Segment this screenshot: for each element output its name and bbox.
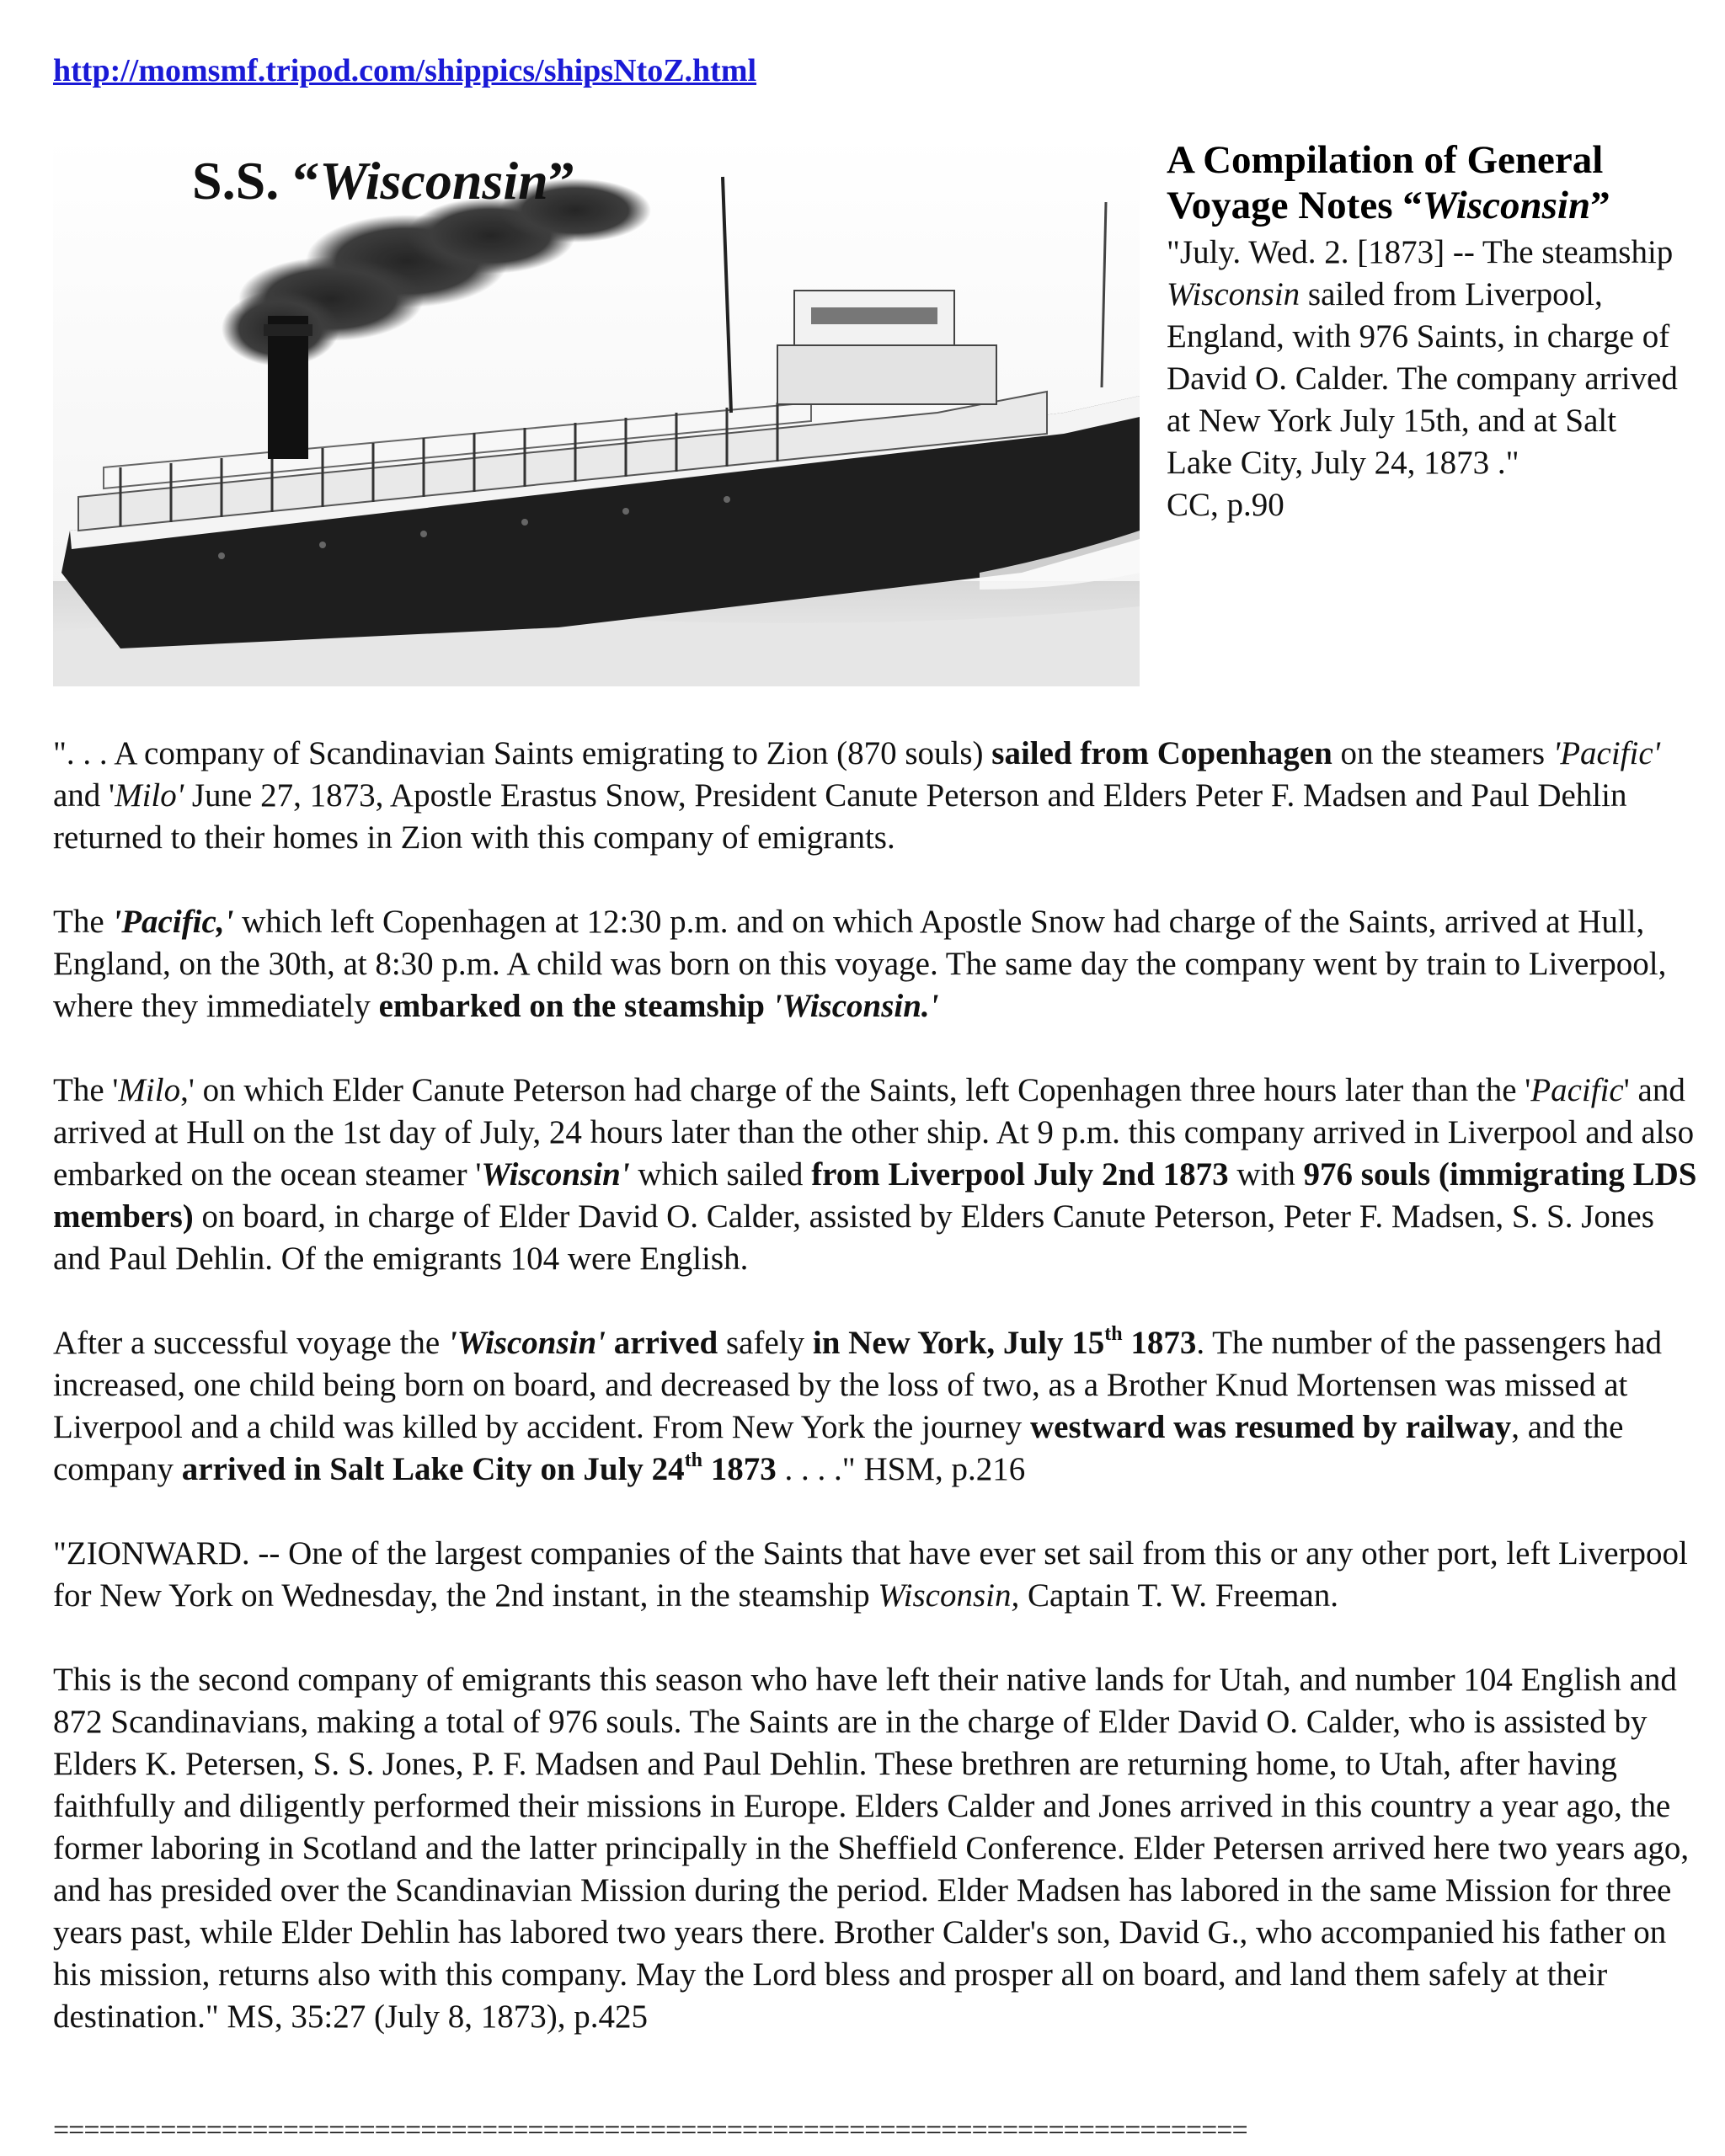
paragraph-zionward: "ZIONWARD. -- One of the largest companies of the Saints that have ever set sail from this or any other port, left Liverpool for New York on Wednesday, the 2nd instant, in the steamship Wisconsin, Captain T. W. Freeman. <box>53 1535 1688 1614</box>
paragraph-scandinavian-company: ". . . A company of Scandinavian Saints emigrating to Zion (870 souls) sailed from Copenhagen on the steamers 'Pacific' and 'Milo' June 27, 1873, Apostle Erastus Snow, President Canute Peterson and Elders Peter F. Madsen and Paul Dehlin returned to their homes in Zion with this company of emigrants. <box>53 735 1660 856</box>
paragraph-milo: The 'Milo,' on which Elder Canute Peterson had charge of the Saints, left Copenhagen three hours later than the 'Pacific' and arrived at Hull on the 1st day of July, 24 hours later than the other ship. At 9 p.m. this company arrived in Liverpool and also embarked on the ocean steamer 'Wisconsin' which sailed from Liverpool July 2nd 1873 with 976 souls (immigrating LDS members) on board, in charge of Elder David O. Calder, assisted by Elders Canute Peterson, Peter F. Madsen, S. S. Jones and Paul Dehlin. Of the emigrants 104 were English. <box>53 1072 1697 1277</box>
voyage-notes-sidebar <box>1167 137 1689 526</box>
paragraph-second-company: This is the second company of emigrants this season who have left their native lands for Utah, and number 104 English and 872 Scandinavians, making a total of 976 souls. The Saints are in the charge of Elder David O. Calder, who is assisted by Elders K. Petersen, S. S. Jones, P. F. Madsen and Paul Dehlin. These brethren are returning home, to Utah, after having faithfully and diligently performed their missions in Europe. Elders Calder and Jones arrived in this country a year ago, the former laboring in Scotland and the latter principally in the Sheffield Conference. Elder Petersen arrived here two years ago, and has presided over the Scandinavian Mission during the period. Elder Madsen has labored in the same Mission for three years past, while Elder Dehlin has labored two years there. Brother Calder's son, David G., who accompanied his father on his mission, returns also with this company. May the Lord bless and prosper all on board, and land them safely at their destination." MS, 35:27 (July 8, 1873), p.425 <box>53 1662 1690 2035</box>
source-url-link[interactable]: http://momsmf.tripod.com/shippics/shipsNtoZ.html <box>53 53 757 88</box>
photo-caption: S.S. “Wisconsin” <box>192 151 575 211</box>
sidebar-source: CC, p.90 <box>1167 487 1284 523</box>
sidebar-quote: "July. Wed. 2. [1873] -- The steamship Wisconsin sailed from Liverpool, England, with 976 Saints, in charge of David O. Calder. The company arrived at New York July 15th, and at Salt Lake City, July 24, 1873 ." CC, p.90 <box>1167 234 1678 523</box>
article-body <box>53 733 1704 2080</box>
paragraph-pacific: The 'Pacific,' which left Copenhagen at 12:30 p.m. and on which Apostle Snow had charge of the Saints, arrived at Hull, England, on the 30th, at 8:30 p.m. A child was born on this voyage. The same day the company went by train to Liverpool, where they immediately embarked on the steamship 'Wisconsin.' <box>53 904 1667 1024</box>
divider-line: ============================================================================== <box>53 2115 1247 2146</box>
ship-photo <box>53 135 1140 686</box>
steamship-illustration <box>53 135 1140 686</box>
paragraph-arrival: After a successful voyage the 'Wisconsin' arrived safely in New York, July 15th 1873. The number of the passengers had increased, one child being born on board, and decreased by the loss of two, as a Brother Knud Mortensen was missed at Liverpool and a child was killed by accident. From New York the journey westward was resumed by railway, and the company arrived in Salt Lake City on July 24th 1873 . . . ." HSM, p.216 <box>53 1323 1663 1487</box>
sidebar-title: A Compilation of General Voyage Notes “Wisconsin” <box>1167 138 1610 227</box>
